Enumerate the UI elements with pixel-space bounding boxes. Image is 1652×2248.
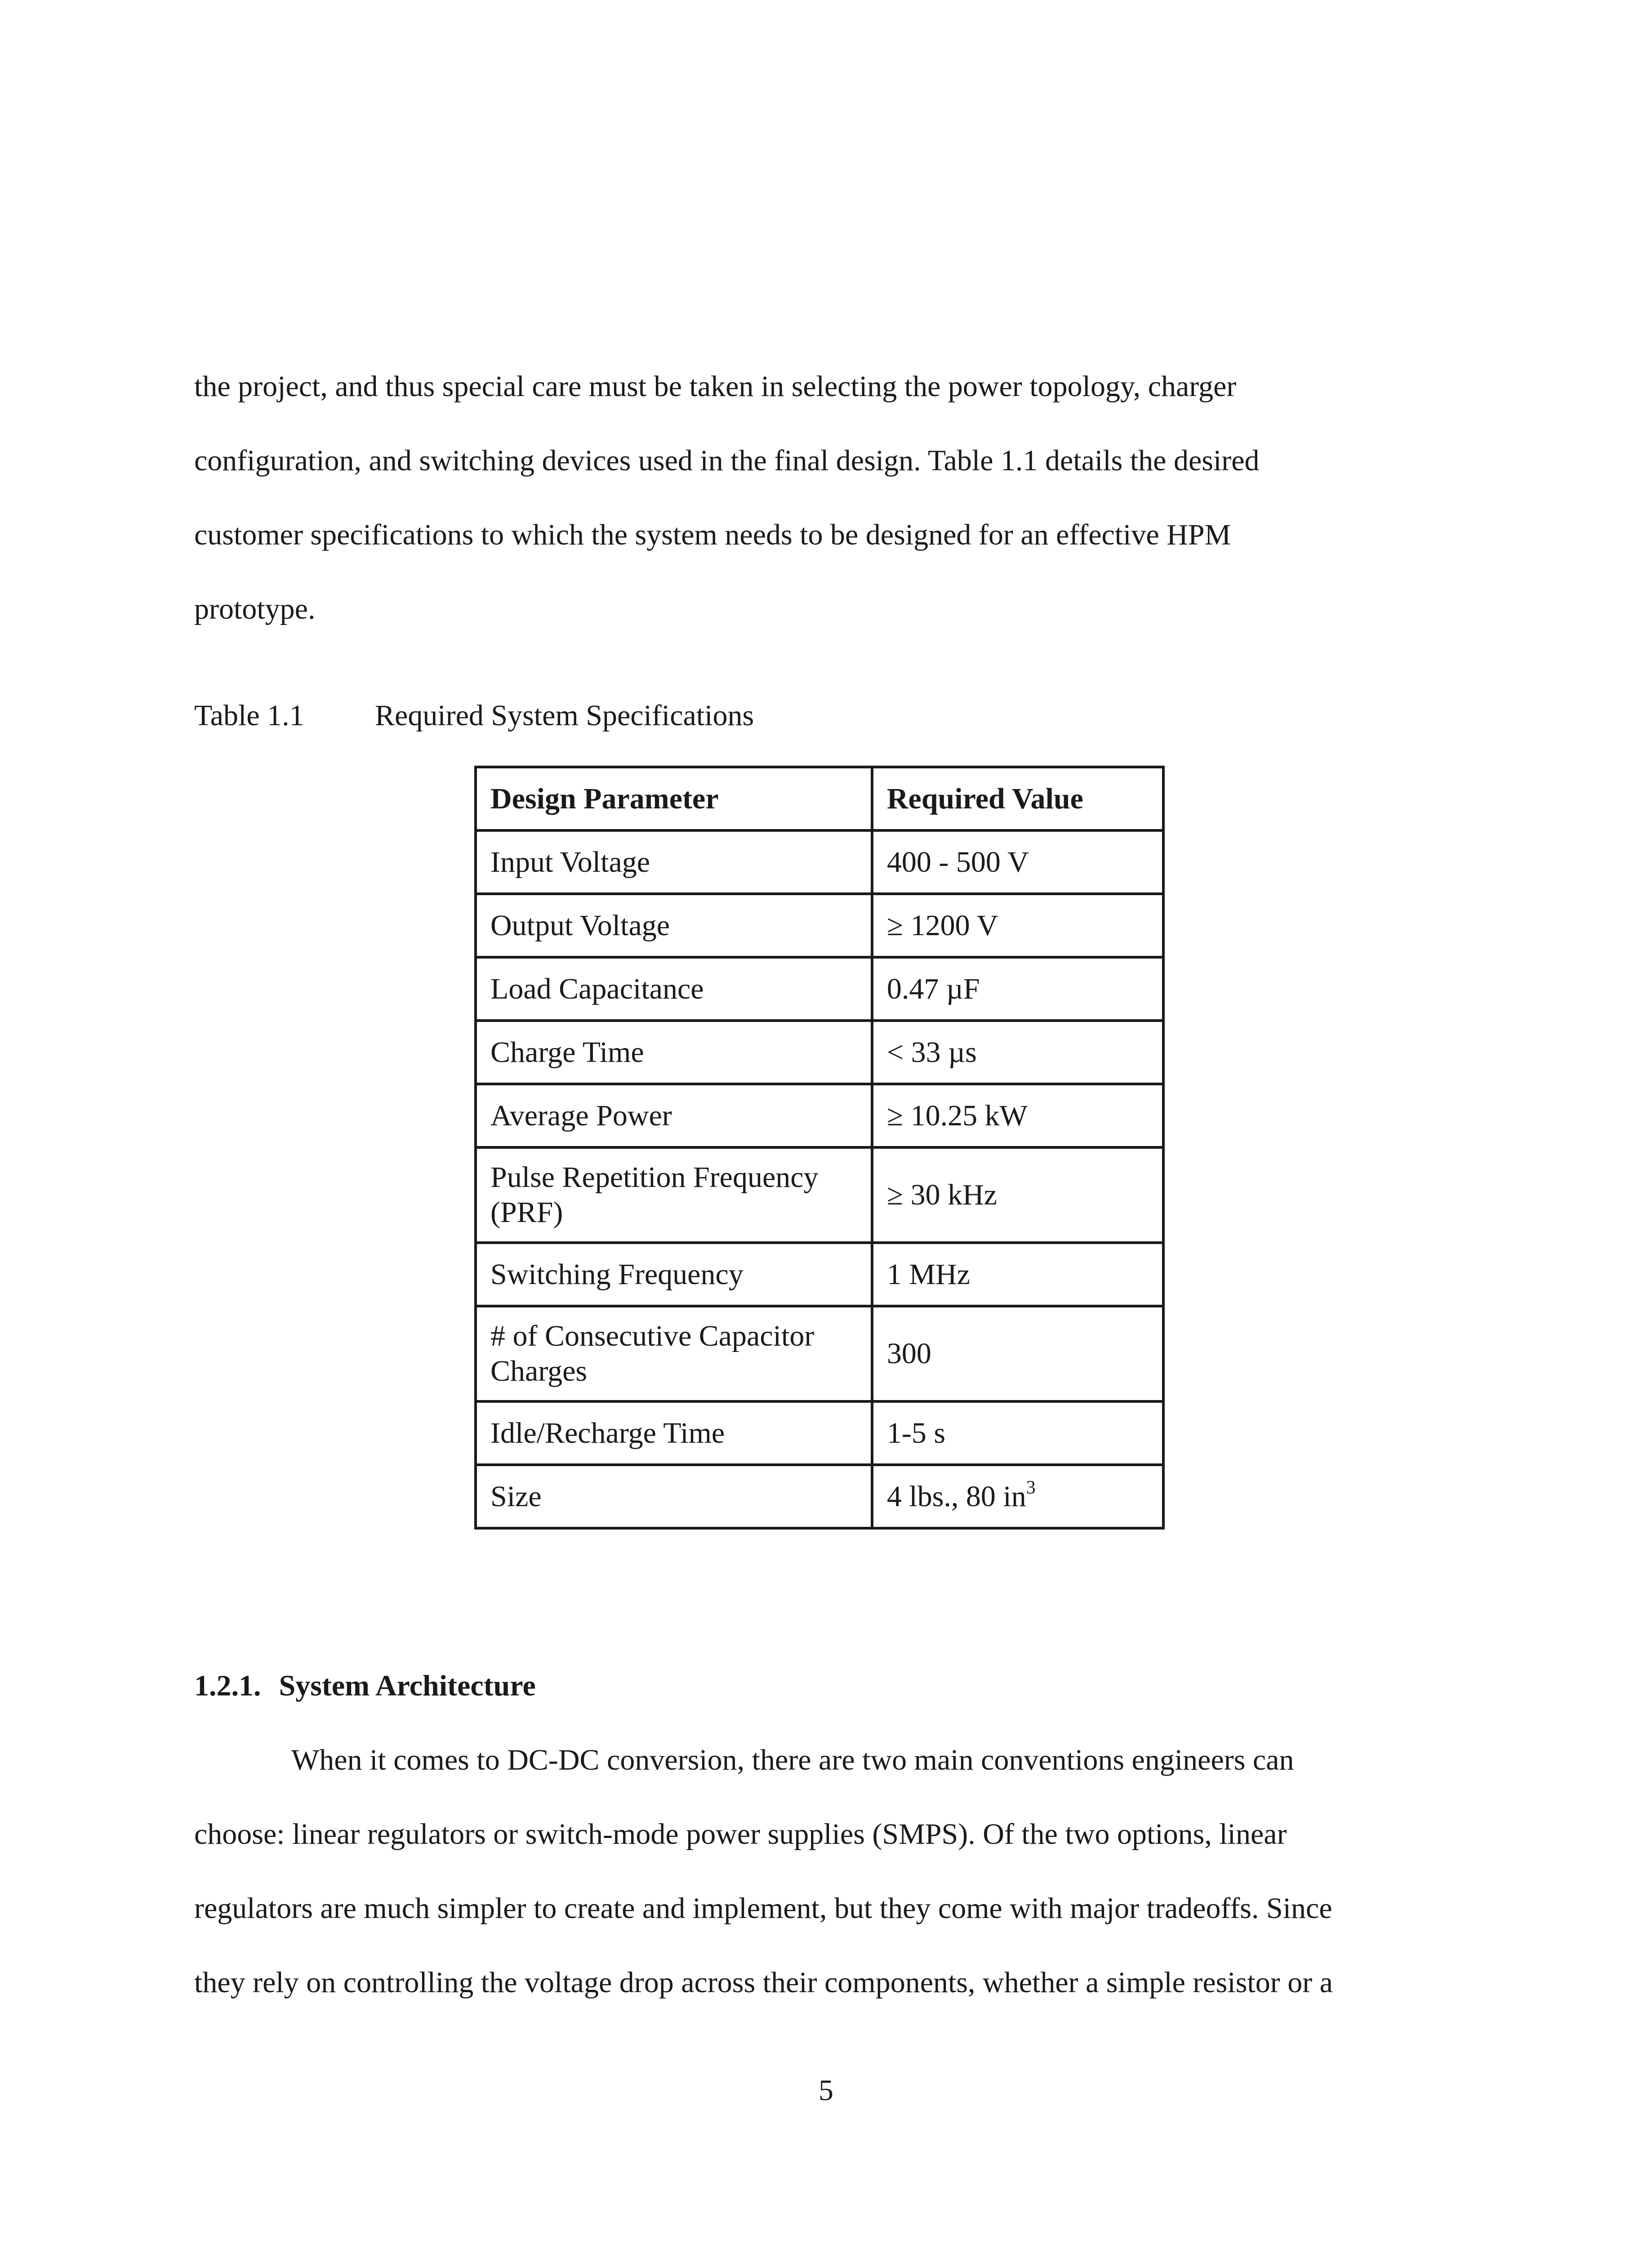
table-cell-value-text: 4 lbs., 80 in [886, 1480, 1026, 1513]
table-cell-parameter: Output Voltage [476, 894, 872, 957]
section-number: 1.2.1. [194, 1669, 261, 1702]
body-text-line: When it comes to DC-DC conversion, there are two main conventions engineers can [291, 1744, 1294, 1776]
table-cell-value [872, 1465, 1163, 1528]
table-row [476, 1021, 1163, 1084]
table-row [476, 894, 1163, 957]
table-row [476, 1147, 1163, 1243]
table-header-parameter: Design Parameter [476, 767, 872, 830]
table-header-row [476, 767, 1163, 830]
body-text-line: prototype. [194, 593, 316, 625]
table-cell-value: < 33 µs [872, 1021, 1163, 1084]
table-cell-parameter: Idle/Recharge Time [476, 1401, 872, 1465]
table-row [476, 830, 1163, 894]
table-row [476, 1084, 1163, 1147]
body-text-line: the project, and thus special care must be taken in selecting the power topology, charger [194, 370, 1237, 403]
table-row [476, 1243, 1163, 1306]
table-cell-parameter: Switching Frequency [476, 1243, 872, 1306]
table-cell-value: 0.47 µF [872, 957, 1163, 1021]
page-number: 5 [819, 2074, 833, 2107]
table-cell-value: ≥ 1200 V [872, 894, 1163, 957]
table-caption-label: Table 1.1 [194, 699, 304, 732]
table-cell-parameter-line: # of Consecutive Capacitor [490, 1320, 815, 1352]
table-cell-parameter-line: Pulse Repetition Frequency [490, 1161, 819, 1194]
body-text-line: choose: linear regulators or switch-mode power supplies (SMPS). Of the two options, linear [194, 1818, 1287, 1851]
table-cell-value: 400 - 500 V [872, 830, 1163, 894]
section-heading [194, 1668, 536, 1704]
specifications-table [474, 766, 1165, 1530]
table-cell-value: 300 [872, 1306, 1163, 1401]
body-text-line: customer specifications to which the system needs to be designed for an effective HPM [194, 518, 1231, 551]
table-cell-parameter: Charge Time [476, 1021, 872, 1084]
superscript-exponent: 3 [1026, 1477, 1036, 1498]
table-cell-parameter: Load Capacitance [476, 957, 872, 1021]
table-cell-parameter-line: Charges [490, 1355, 588, 1387]
body-text-line: configuration, and switching devices used in the final design. Table 1.1 details the desired [194, 444, 1260, 477]
table-row [476, 1401, 1163, 1465]
table-row [476, 1306, 1163, 1401]
table-cell-parameter [476, 1147, 872, 1243]
table-cell-value: ≥ 30 kHz [872, 1147, 1163, 1243]
table-header-value: Required Value [872, 767, 1163, 830]
table-caption-title: Required System Specifications [375, 699, 754, 732]
table-row [476, 1465, 1163, 1528]
table-cell-value: 1-5 s [872, 1401, 1163, 1465]
table-cell-parameter-line: (PRF) [490, 1196, 563, 1229]
table-cell-value: ≥ 10.25 kW [872, 1084, 1163, 1147]
table-cell-parameter: Average Power [476, 1084, 872, 1147]
body-text-line: they rely on controlling the voltage drop across their components, whether a simple resistor or a [194, 1966, 1333, 1999]
table-cell-parameter: Input Voltage [476, 830, 872, 894]
table-row [476, 957, 1163, 1021]
table-cell-parameter: Size [476, 1465, 872, 1528]
body-text-line: regulators are much simpler to create and implement, but they come with major tradeoffs. Since [194, 1892, 1332, 1925]
table-cell-parameter [476, 1306, 872, 1401]
table-cell-value: 1 MHz [872, 1243, 1163, 1306]
section-title: System Architecture [279, 1669, 536, 1702]
